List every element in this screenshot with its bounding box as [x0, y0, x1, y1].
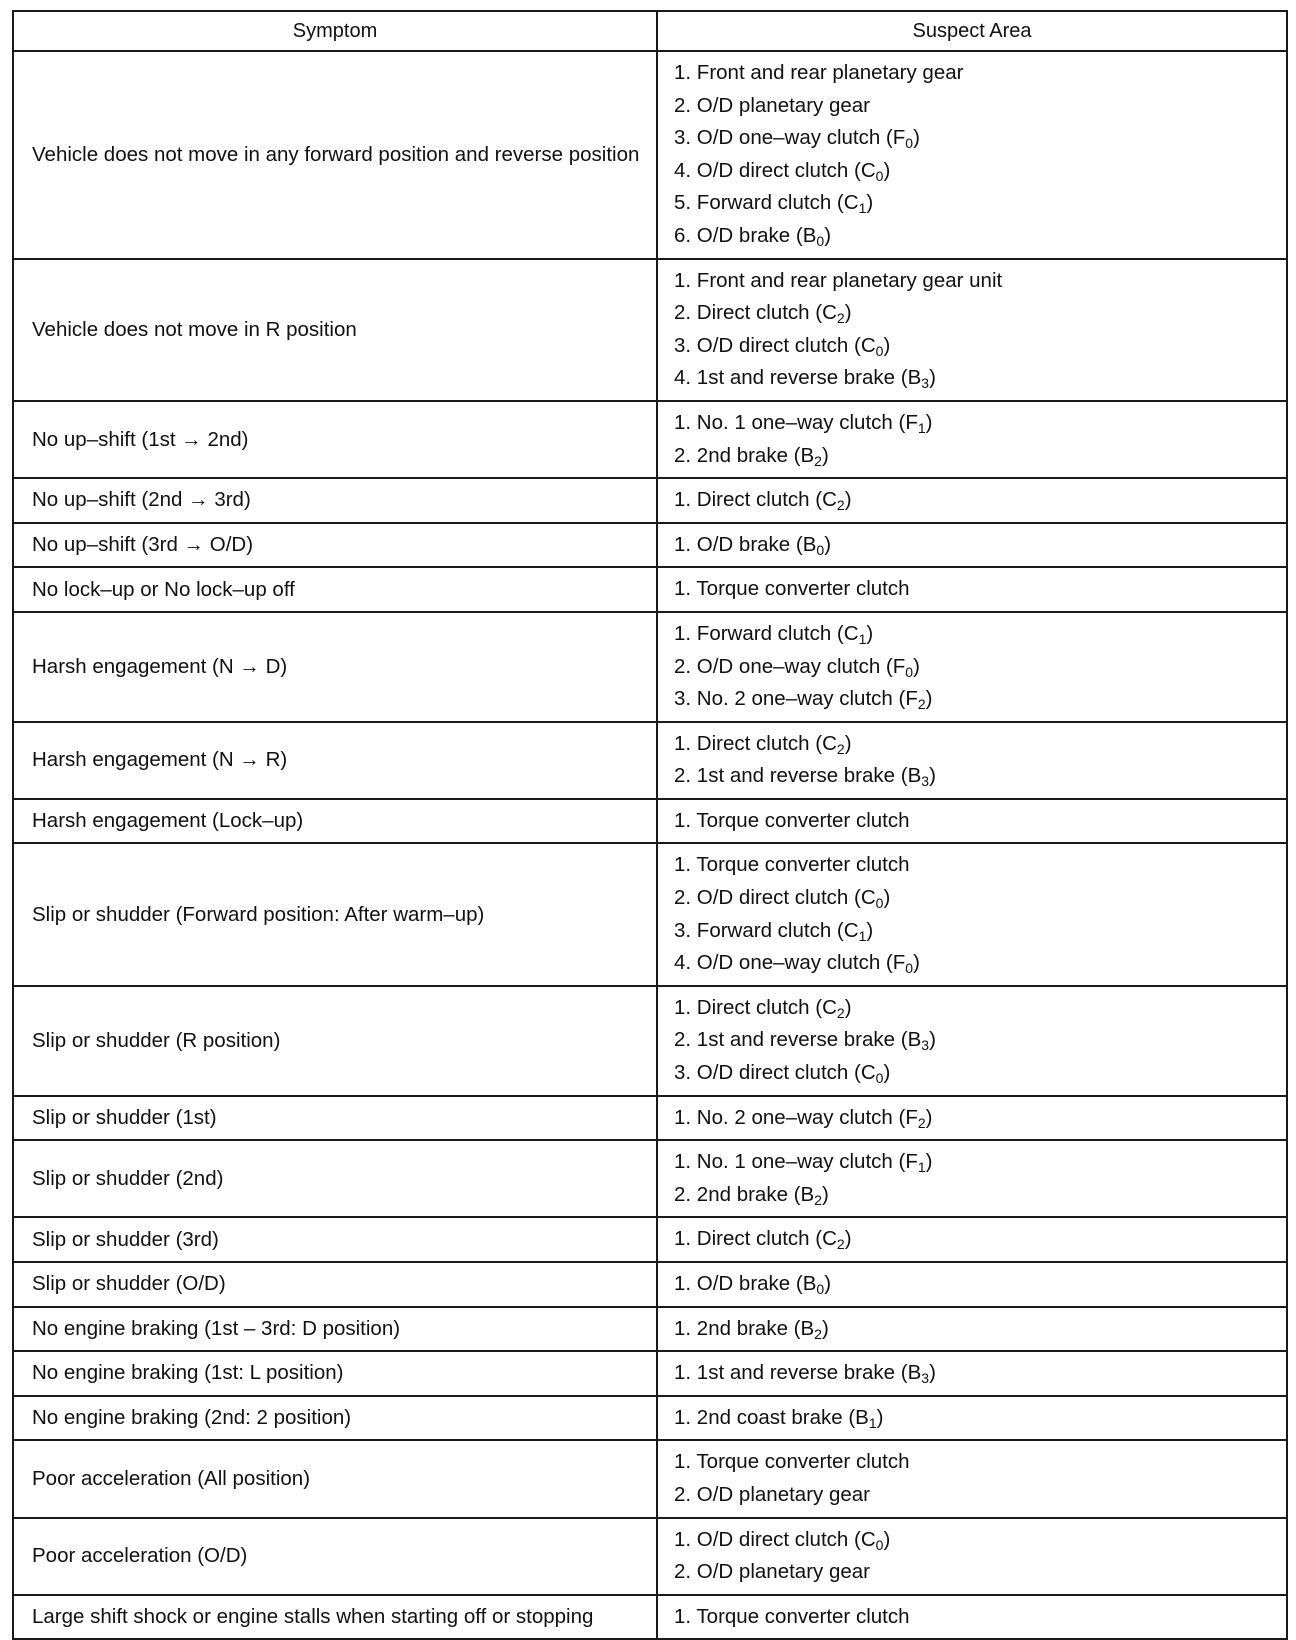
suspect-area-item [674, 915, 1286, 948]
table-row [13, 1140, 1287, 1217]
suspect-area-item [674, 1357, 1286, 1390]
suspect-area-item [674, 1146, 1286, 1179]
suspect-area-text: 1. Direct clutch (C [674, 995, 837, 1019]
component-subscript: 3 [921, 1037, 930, 1054]
closing-paren: ) [844, 995, 852, 1019]
component-subscript: 2 [917, 696, 926, 713]
component-subscript: 0 [816, 541, 825, 558]
component-subscript: 2 [836, 310, 845, 327]
component-subscript: 1 [858, 927, 867, 944]
suspect-area-item [674, 882, 1286, 915]
suspect-area-text: 1. Front and rear planetary gear unit [674, 268, 1003, 292]
component-subscript: 2 [814, 1191, 822, 1208]
component-subscript: 2 [836, 740, 845, 757]
suspect-area-item [674, 57, 1286, 90]
closing-paren: ) [844, 1227, 852, 1251]
suspect-area-cell [657, 1140, 1287, 1217]
component-subscript: 0 [905, 960, 914, 977]
table-row [13, 1307, 1287, 1352]
symptom-cell: Poor acceleration (All position) [13, 1440, 657, 1517]
component-subscript: 0 [875, 167, 884, 184]
suspect-area-text: 1. 2nd brake (B [674, 1316, 815, 1340]
table-body [13, 51, 1287, 1639]
suspect-area-text: 2. O/D one–way clutch (F [674, 654, 906, 678]
table-row [13, 1351, 1287, 1396]
symptom-cell: Slip or shudder (1st) [13, 1096, 657, 1141]
closing-paren: ) [913, 951, 920, 975]
closing-paren: ) [883, 886, 891, 910]
suspect-area-cell [657, 799, 1287, 844]
suspect-area-cell [657, 1396, 1287, 1441]
table-row [13, 51, 1287, 259]
closing-paren: ) [925, 1150, 933, 1174]
suspect-area-cell [657, 1440, 1287, 1517]
suspect-area-item [674, 618, 1286, 651]
table-row [13, 1262, 1287, 1307]
header-row [13, 11, 1287, 51]
component-subscript: 0 [875, 895, 884, 912]
suspect-area-text: 5. Forward clutch (C [674, 191, 859, 215]
suspect-area-cell [657, 1096, 1287, 1141]
suspect-area-cell [657, 722, 1287, 799]
closing-paren: ) [929, 1028, 936, 1052]
symptom-cell: Large shift shock or engine stalls when starting off or stopping [13, 1595, 657, 1640]
suspect-area-text: 2. O/D planetary gear [674, 1560, 870, 1584]
component-subscript: 0 [905, 663, 914, 680]
suspect-area-text: 3. O/D direct clutch (C [674, 333, 876, 357]
suspect-area-text: 1. O/D direct clutch (C [674, 1527, 876, 1551]
symptom-cell: No up–shift (3rd → O/D) [13, 523, 657, 568]
suspect-area-item [674, 1024, 1286, 1057]
suspect-area-cell [657, 401, 1287, 478]
suspect-area-text: 2. Direct clutch (C [674, 301, 837, 325]
suspect-area-text: 1. Torque converter clutch [674, 577, 910, 601]
closing-paren: ) [913, 126, 920, 150]
suspect-area-text: 2. 1st and reverse brake (B [674, 764, 922, 788]
suspect-area-text: 3. O/D one–way clutch (F [674, 126, 906, 150]
suspect-area-cell [657, 523, 1287, 568]
suspect-area-item [674, 90, 1286, 123]
closing-paren: ) [824, 532, 832, 556]
table-row [13, 1217, 1287, 1262]
table-row [13, 1096, 1287, 1141]
suspect-area-text: 1. 1st and reverse brake (B [674, 1361, 922, 1385]
component-subscript: 1 [858, 630, 867, 647]
suspect-area-text: 1. Direct clutch (C [674, 1227, 837, 1251]
suspect-area-item [674, 330, 1286, 363]
closing-paren: ) [929, 764, 936, 788]
suspect-area-item [674, 297, 1286, 330]
symptom-cell: No up–shift (1st → 2nd) [13, 401, 657, 478]
component-subscript: 2 [917, 1114, 926, 1131]
suspect-area-text: 1. 2nd coast brake (B [674, 1405, 869, 1429]
closing-paren: ) [883, 333, 891, 357]
symptom-cell: Vehicle does not move in R position [13, 259, 657, 401]
suspect-area-item [674, 683, 1286, 716]
closing-paren: ) [824, 223, 832, 247]
suspect-area-cell [657, 1307, 1287, 1352]
symptom-cell: Slip or shudder (3rd) [13, 1217, 657, 1262]
symptom-cell: Harsh engagement (N → D) [13, 612, 657, 722]
suspect-area-text: 3. O/D direct clutch (C [674, 1061, 876, 1085]
suspect-area-item [674, 1601, 1286, 1634]
suspect-area-item [674, 362, 1286, 395]
closing-paren: ) [925, 1105, 933, 1129]
symptom-cell: Slip or shudder (Forward position: After warm–up) [13, 843, 657, 985]
suspect-area-item [674, 1102, 1286, 1135]
symptom-cell: No lock–up or No lock–up off [13, 567, 657, 612]
closing-paren: ) [821, 1316, 829, 1340]
suspect-area-text: 1. Direct clutch (C [674, 731, 837, 755]
suspect-area-item [674, 122, 1286, 155]
component-subscript: 3 [921, 375, 930, 392]
table-row [13, 567, 1287, 612]
component-subscript: 2 [836, 497, 845, 514]
suspect-area-cell [657, 986, 1287, 1096]
suspect-area-item [674, 573, 1286, 606]
table-row [13, 612, 1287, 722]
suspect-area-cell [657, 612, 1287, 722]
suspect-area-item [674, 529, 1286, 562]
suspect-area-item [674, 1402, 1286, 1435]
suspect-area-item [674, 1479, 1286, 1512]
closing-paren: ) [929, 1361, 936, 1385]
suspect-area-item [674, 1179, 1286, 1212]
symptom-cell: Vehicle does not move in any forward position and reverse position [13, 51, 657, 259]
suspect-area-item [674, 220, 1286, 253]
suspect-area-cell [657, 1351, 1287, 1396]
suspect-area-item [674, 1223, 1286, 1256]
closing-paren: ) [866, 621, 874, 645]
component-subscript: 0 [905, 135, 914, 152]
suspect-area-text: 6. O/D brake (B [674, 223, 817, 247]
symptom-cell: Harsh engagement (N → R) [13, 722, 657, 799]
closing-paren: ) [925, 410, 933, 434]
suspect-area-text: 1. O/D brake (B [674, 1272, 817, 1295]
suspect-area-text: 2. 1st and reverse brake (B [674, 1028, 922, 1052]
suspect-area-text: 1. No. 2 one–way clutch (F [674, 1105, 918, 1129]
table-row [13, 401, 1287, 478]
symptom-cell: Poor acceleration (O/D) [13, 1518, 657, 1595]
suspect-area-text: 1. No. 1 one–way clutch (F [674, 1150, 918, 1174]
component-subscript: 2 [814, 452, 822, 469]
suspect-area-item [674, 407, 1286, 440]
suspect-area-text: 1. Torque converter clutch [674, 1450, 910, 1474]
closing-paren: ) [883, 1527, 891, 1551]
component-subscript: 2 [836, 1004, 845, 1021]
suspect-area-text: 1. No. 1 one–way clutch (F [674, 410, 918, 434]
closing-paren: ) [929, 366, 936, 390]
component-subscript: 2 [814, 1325, 822, 1342]
suspect-area-item [674, 651, 1286, 684]
symptom-table [12, 10, 1288, 1640]
suspect-area-text: 3. No. 2 one–way clutch (F [674, 687, 918, 711]
component-subscript: 3 [921, 1370, 930, 1387]
suspect-area-cell [657, 1518, 1287, 1595]
closing-paren: ) [866, 918, 874, 942]
closing-paren: ) [925, 687, 933, 711]
table-row [13, 722, 1287, 799]
symptom-cell: Slip or shudder (O/D) [13, 1262, 657, 1307]
closing-paren: ) [821, 1182, 829, 1206]
symptom-cell: Slip or shudder (R position) [13, 986, 657, 1096]
table-row [13, 478, 1287, 523]
suspect-area-cell [657, 1595, 1287, 1640]
component-subscript: 1 [858, 200, 867, 217]
component-subscript: 2 [836, 1236, 845, 1253]
symptom-cell: No up–shift (2nd → 3rd) [13, 478, 657, 523]
suspect-area-item [674, 1057, 1286, 1090]
component-subscript: 1 [917, 1159, 926, 1176]
component-subscript: 0 [875, 1070, 884, 1087]
suspect-area-cell [657, 1262, 1287, 1307]
suspect-area-text: 4. O/D one–way clutch (F [674, 951, 906, 975]
suspect-area-item [674, 728, 1286, 761]
suspect-area-text: 2. O/D direct clutch (C [674, 886, 876, 910]
symptom-cell: No engine braking (2nd: 2 position) [13, 1396, 657, 1441]
symptom-cell: Slip or shudder (2nd) [13, 1140, 657, 1217]
closing-paren: ) [844, 301, 852, 325]
suspect-area-item [674, 760, 1286, 793]
suspect-area-text: 1. Torque converter clutch [674, 853, 910, 877]
suspect-area-item [674, 1556, 1286, 1589]
header-symptom: Symptom [13, 11, 657, 51]
component-subscript: 3 [921, 773, 930, 790]
table-row [13, 523, 1287, 568]
suspect-area-item [674, 992, 1286, 1025]
closing-paren: ) [844, 488, 852, 512]
suspect-area-text: 1. Front and rear planetary gear [674, 61, 964, 84]
suspect-area-cell [657, 843, 1287, 985]
closing-paren: ) [883, 1061, 891, 1085]
table-row [13, 986, 1287, 1096]
suspect-area-item [674, 947, 1286, 980]
closing-paren: ) [824, 1272, 832, 1295]
component-subscript: 0 [875, 1536, 884, 1553]
suspect-area-cell [657, 1217, 1287, 1262]
symptom-cell: Harsh engagement (Lock–up) [13, 799, 657, 844]
suspect-area-text: 1. Forward clutch (C [674, 621, 859, 645]
table-row [13, 1396, 1287, 1441]
suspect-area-text: 3. Forward clutch (C [674, 918, 859, 942]
suspect-area-text: 1. Torque converter clutch [674, 1604, 910, 1628]
closing-paren: ) [821, 443, 829, 467]
suspect-area-text: 4. 1st and reverse brake (B [674, 366, 922, 390]
suspect-area-item [674, 484, 1286, 517]
suspect-area-cell [657, 567, 1287, 612]
suspect-area-text: 2. 2nd brake (B [674, 443, 815, 467]
suspect-area-item [674, 187, 1286, 220]
suspect-area-item [674, 805, 1286, 838]
table-row [13, 843, 1287, 985]
component-subscript: 0 [816, 232, 825, 249]
component-subscript: 0 [875, 342, 884, 359]
suspect-area-cell [657, 478, 1287, 523]
table-row [13, 799, 1287, 844]
suspect-area-item [674, 849, 1286, 882]
suspect-area-item [674, 1313, 1286, 1346]
suspect-area-item [674, 1268, 1286, 1301]
component-subscript: 0 [816, 1281, 825, 1297]
suspect-area-text: 1. O/D brake (B [674, 532, 817, 556]
suspect-area-item [674, 440, 1286, 473]
suspect-area-text: 2. 2nd brake (B [674, 1182, 815, 1206]
suspect-area-cell [657, 259, 1287, 401]
closing-paren: ) [844, 731, 852, 755]
suspect-area-item [674, 265, 1286, 298]
suspect-area-text: 1. Torque converter clutch [674, 808, 910, 832]
suspect-area-text: 4. O/D direct clutch (C [674, 158, 876, 182]
table-row [13, 1518, 1287, 1595]
table-row [13, 259, 1287, 401]
table-row [13, 1440, 1287, 1517]
suspect-area-text: 2. O/D planetary gear [674, 93, 870, 117]
suspect-area-cell [657, 51, 1287, 259]
suspect-area-item [674, 1524, 1286, 1557]
closing-paren: ) [866, 191, 874, 215]
suspect-area-text: 1. Direct clutch (C [674, 488, 837, 512]
closing-paren: ) [876, 1405, 884, 1429]
header-suspect-area: Suspect Area [657, 11, 1287, 51]
symptom-cell: No engine braking (1st – 3rd: D position) [13, 1307, 657, 1352]
component-subscript: 1 [917, 419, 926, 436]
symptom-cell: No engine braking (1st: L position) [13, 1351, 657, 1396]
suspect-area-text: 2. O/D planetary gear [674, 1482, 870, 1506]
table-row [13, 1595, 1287, 1640]
component-subscript: 1 [868, 1414, 877, 1431]
suspect-area-item [674, 1446, 1286, 1479]
closing-paren: ) [913, 654, 920, 678]
closing-paren: ) [883, 158, 891, 182]
suspect-area-item [674, 155, 1286, 188]
